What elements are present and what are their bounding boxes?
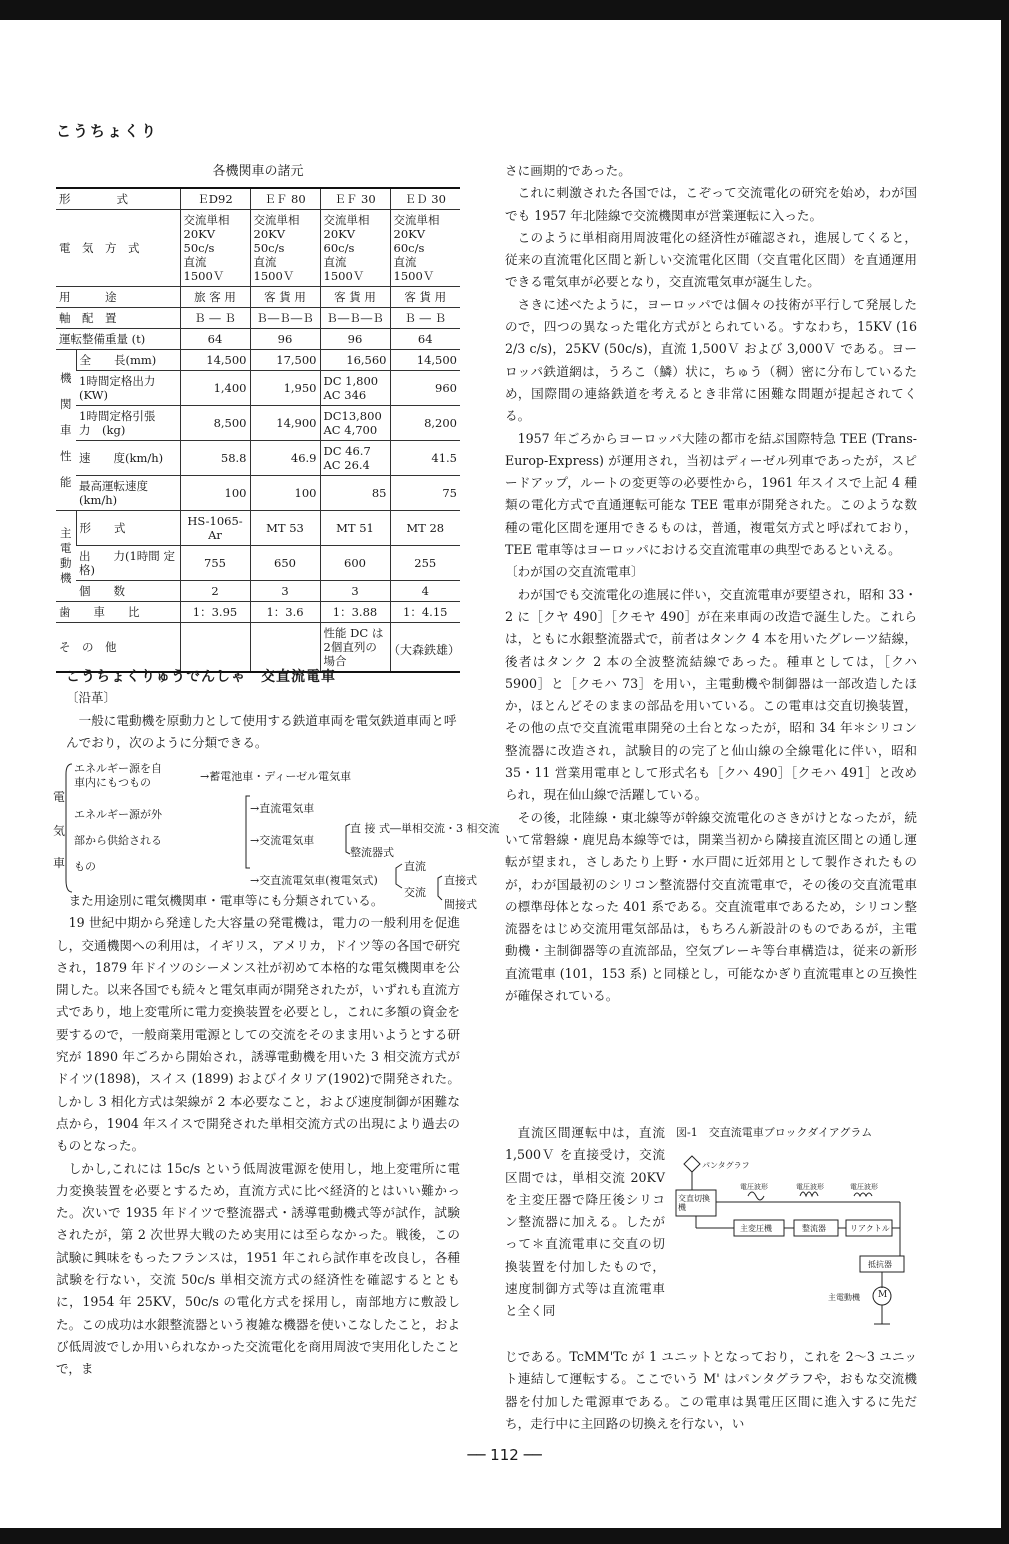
table-row	[56, 329, 460, 350]
cell: 交流単相 20KV 50c/s 直流 1500Ｖ	[180, 210, 250, 287]
cell: MT 53	[250, 511, 320, 546]
tree-node: 整流器式	[350, 846, 394, 859]
section-title: こうちょくりゅうでんしゃ 交直流電車	[66, 669, 336, 685]
row-label: 1時間定格出力 (KW)	[76, 371, 180, 406]
cell: 75	[390, 476, 460, 511]
tree-node: 間接式	[444, 898, 477, 911]
rectifier-label: 整流器	[802, 1224, 826, 1233]
cell: 客 貨 用	[390, 287, 460, 308]
cell: 1：3.88	[320, 602, 390, 623]
cell: 600	[320, 546, 390, 581]
tree-node: 直流	[404, 860, 426, 873]
wave-label: 電圧波形	[850, 1183, 878, 1191]
tree-node: →蓄電池車・ディーゼル電気車	[200, 770, 352, 783]
paragraph: しかし,これには 15c/s という低周波電源を使用し，地上変電所に電力変換装置を必要とするため，直流方式に比べ経済的とはいい難かった。次いで 1935 年ドイツで整流器式・誘導電動機式等が試作，試験されたが，第 2 次世界大戦のため実用には至らなかった。戦後，この試験に興味をもったフランスは，1951 年これら試作車を改良し，各種試験を行ない，交流 50c/s 単相交流方式の経済性を確認するとともに，1954 年 25KV，50c/s の電化方式を採用し，南部地方に敷設した。この成功は水銀整流器という複雑な機器を使いこなしたこと，および低周波でしか用いられなかった交流電化を商用周波で実用化したことで，ま	[56, 1160, 460, 1377]
tree-node: 直接式	[444, 874, 477, 887]
tree-side-char: 車	[53, 856, 66, 870]
row-label: 全 長(mm)	[76, 350, 180, 371]
motor-label: 主電動機	[828, 1293, 860, 1302]
figure-wrap-text	[505, 1122, 665, 1323]
table-row	[56, 581, 460, 602]
block-diagram-lines	[670, 1124, 920, 1344]
tree-node: もの	[74, 860, 96, 873]
cell: 255	[390, 546, 460, 581]
tree-side-char: 電	[53, 790, 66, 804]
tree-node: →直流電気車	[250, 802, 315, 815]
cell: Ｂ ― Ｂ	[180, 308, 250, 329]
table-header-cell: ＥD92	[180, 188, 250, 210]
row-label: 出 力(1時間 定 格)	[76, 546, 180, 581]
right-column-body	[505, 160, 917, 1007]
paragraph: また用途別に電気機関車・電車等にも分類されている。	[68, 893, 384, 908]
table-row	[56, 476, 460, 511]
cell: 96	[250, 329, 320, 350]
figure-caption: 図-1 交直流電車ブロックダイアグラム	[676, 1126, 873, 1139]
table-header-row	[56, 188, 460, 210]
table-row	[56, 511, 460, 546]
cell: 客 貨 用	[250, 287, 320, 308]
cell: 64	[390, 329, 460, 350]
cell: 1：3.6	[250, 602, 320, 623]
row-label: 1時間定格引張 力 (kg)	[76, 406, 180, 441]
paragraph: その後，北陸線・東北線等が幹線交流電化のさきがけとなったが，続いて常磐線・鹿児島本線等では，開業当初から隣接直流区間との通し運転が望まれ，さしあたり上野・水戸間に近郊用として製作されたものが，わが国最初のシリコン整流器付交直流電車で，その後の交直流電車の標準母体となった 401 系である。交直流電車であるため，シリコン整流器をはじめ交流用電気部品は，もちろん新設計のものであるが，主電動機・主制御器等の直流部品，空気ブレーキ等台車構造は，従来の新形直流電車 (101，153 系) と同様とし，可能なかぎり直流電車との互換性が確保されている。	[505, 809, 917, 1003]
tree-node: 車内にもつもの	[74, 776, 151, 789]
cell: 1：4.15	[390, 602, 460, 623]
table-header-cell: ＥＦ 30	[320, 188, 390, 210]
block-diagram	[670, 1124, 920, 1344]
cell: DC 1,800 AC 346	[320, 371, 390, 406]
motor-symbol: M	[878, 1290, 888, 1300]
row-label: 個 数	[76, 581, 180, 602]
row-label: そ の 他	[56, 623, 180, 673]
pantograph-label: パンタグラフ	[702, 1161, 750, 1170]
wave-label: 電圧波形	[740, 1183, 768, 1191]
table-row	[56, 287, 460, 308]
paragraph: さに画期的であった。	[505, 163, 631, 178]
row-label: 運転整備重量 (t)	[56, 329, 180, 350]
cell: 1：3.95	[180, 602, 250, 623]
cell: 41.5	[390, 441, 460, 476]
cell: 64	[180, 329, 250, 350]
cell: 客 貨 用	[320, 287, 390, 308]
table-header-cell: ＥＤ 30	[390, 188, 460, 210]
table-row	[56, 210, 460, 287]
table-header-cell: ＥＦ 80	[250, 188, 320, 210]
spec-table	[56, 187, 460, 673]
row-label: 用 途	[56, 287, 180, 308]
transformer-label: 主変圧機	[740, 1224, 772, 1233]
paragraph: 直流区間運転中は，直流 1,500Ｖ を直接受け，交流区間では，単相交流 20KV を主変圧器で降圧後シリコン整流器に加える。したがって＊直流電車に交直の切換装置を付加したもので，速度制御方式等は直流電車と全く同	[505, 1125, 665, 1319]
cell: 16,560	[320, 350, 390, 371]
paragraph: さきに述べたように，ヨーロッパでは個々の技術が平行して発展したので，四つの異なった電化方式がとられている。すなわち，15KV (16 2/3 c/s)，25KV (50c/s)，直流 1,500Ｖ および 3,000Ｖ である。ヨーロッパ鉄道網は，うろこ（鱗）状に，ちゅう（稠）密に分布しているため，国際間の連絡鉄道を考えるとき非常に困難な問題が提起されてくる。	[505, 296, 917, 424]
table-row	[56, 350, 460, 371]
wave-label: 電圧波形	[796, 1183, 824, 1191]
cell: 3	[320, 581, 390, 602]
switch-label: 交直切換機	[678, 1194, 710, 1212]
table-row	[56, 602, 460, 623]
cell: 8,200	[390, 406, 460, 441]
cell: 性能 DC は 2個直列の 場合	[320, 623, 390, 673]
bottom-border	[0, 1528, 1009, 1544]
table-row	[56, 546, 460, 581]
cell: 1,950	[250, 371, 320, 406]
cell: Ｂ ― Ｂ	[390, 308, 460, 329]
row-label: 形 式	[76, 511, 180, 546]
cell: HS-1065-Ar	[180, 511, 250, 546]
cell: 4	[390, 581, 460, 602]
cell: DC 46.7 AC 26.4	[320, 441, 390, 476]
right-border	[1001, 0, 1009, 1544]
cell: 650	[250, 546, 320, 581]
cell: 旅 客 用	[180, 287, 250, 308]
cell: Ｂ―Ｂ―Ｂ	[320, 308, 390, 329]
cell: 100	[250, 476, 320, 511]
cell: MT 28	[390, 511, 460, 546]
continuation-text: じである。TcMM'Tc が 1 ユニットとなっており，これを 2～3 ユニット連結して運転する。ここでいう M' はパンタグラフや，おもな交流機器を付加した電源車である。この電車は異電圧区間に進入するに先だち，走行中に主回路の切換えを行ない，い	[505, 1349, 917, 1431]
reactor-label: リアクトル	[850, 1224, 890, 1233]
intro-text: 一般に電動機を原動力として使用する鉄道車両を電気鉄道車両と呼んでおり，次のように分類できる。	[66, 713, 457, 751]
cell: 交流単相 20KV 60c/s 直流 1500Ｖ	[320, 210, 390, 287]
subsection-heading: 〔わが国の交直流電車〕	[505, 564, 644, 580]
paragraph: 19 世紀中期から発達した大容量の発電機は，電力の一般利用を促進し，交通機関への利用は，イギリス，アメリカ，ドイツ等の各国で研究され，1879 年ドイツのシーメンス社が初めて本格的な電気機関車を公開した。以来各国でも続々と電気車両が開発されたが，いずれも直流方式であり，地上変電所に電力変換装置を必要とし，これに多額の資金を要するので，一般商業用電源としての交流をそのまま用いようとする研究が 1890 年ごろから開始され，誘導電動機を用いた 3 相交流方式がドイツ(1898)，スイス (1899) およびイタリア(1902)で開発された。しかし 3 相化方式は架線が 2 本必要なこと，および速度制御が困難な点から，1904 年スイスで開発された単相交流方式の出現により過去のものとなった。	[56, 915, 460, 1154]
page-number: ── 112 ──	[467, 1446, 542, 1464]
cell: 755	[180, 546, 250, 581]
intro-paragraph	[66, 710, 460, 755]
table-attribution: （大森鉄雄）	[387, 643, 460, 657]
tree-node: エネルギー源が外	[74, 808, 162, 821]
tree-node: →交直流電気車(複電気式)	[250, 874, 378, 887]
row-label: 電 気 方 式	[56, 210, 180, 287]
paragraph: これに刺激された各国では，こぞって交流電化の研究を始め，わが国でも 1957 年北陸線で交流機関車が営業運転に入った。	[505, 185, 917, 223]
cell: 3	[250, 581, 320, 602]
paragraph: 1957 年ごろからヨーロッパ大陸の都市を結ぶ国際特急 TEE (Trans-Europ-Express) が運用され，当初はディーゼル列車であったが，スピードアップ，ルートの変更等の必要性から，1961 年スイスで上記 4 種類の電化方式で直通運転可能な TEE 電車が開発された。このような数種の電化区間を運用できるものは，普通，複電気方式と呼ばれており，TEE 電車等はヨーロッパにおける交直流電車の典型であるといえる。	[505, 430, 917, 558]
section-subhead: 〔沿革〕	[66, 690, 117, 705]
cell: 96	[320, 329, 390, 350]
cell: DC13,800 AC 4,700	[320, 406, 390, 441]
table-header-cell: 形 式	[56, 188, 180, 210]
top-border	[0, 0, 1009, 20]
cell: 交流単相 20KV 50c/s 直流 1500Ｖ	[250, 210, 320, 287]
row-group-label: 主電動機	[56, 511, 76, 602]
paragraph: このように単相商用周波電化の経済性が確認され，進展してくると，従来の直流電化区間と新しい交流電化区間（交直電化区間）を直通運用できる電気車が必要となり，交直流電気車が誕生した。	[505, 229, 917, 290]
tree-node: 直 接 式―単相交流・3 相交流	[350, 822, 500, 835]
tree-node: エネルギー源を自	[74, 762, 162, 775]
cell: 8,500	[180, 406, 250, 441]
resistor-label: 抵抗器	[868, 1260, 892, 1269]
tree-node: 交流	[404, 886, 426, 899]
tree-node: 部から供給される	[74, 834, 162, 847]
cell: 46.9	[250, 441, 320, 476]
table-row	[56, 441, 460, 476]
row-group-label: 機関車性能	[56, 350, 76, 511]
cell: 14,900	[250, 406, 320, 441]
cell: 17,500	[250, 350, 320, 371]
cell: 1,400	[180, 371, 250, 406]
cell: 58.8	[180, 441, 250, 476]
cell: MT 51	[320, 511, 390, 546]
row-label: 軸 配 置	[56, 308, 180, 329]
cell: 85	[320, 476, 390, 511]
cell: 960	[390, 371, 460, 406]
cell: 100	[180, 476, 250, 511]
row-label: 歯 車 比	[56, 602, 180, 623]
running-header: こうちょくり	[56, 122, 159, 140]
cell: 2	[180, 581, 250, 602]
cell: Ｂ―Ｂ―Ｂ	[250, 308, 320, 329]
left-column-body	[56, 890, 460, 1381]
table-title: 各機関車の諸元	[212, 164, 304, 179]
classification-tree	[50, 760, 500, 911]
cell: 交流単相 20KV 60c/s 直流 1500Ｖ	[390, 210, 460, 287]
cell: 14,500	[180, 350, 250, 371]
table-row	[56, 308, 460, 329]
tree-node: →交流電気車	[250, 834, 315, 847]
row-label: 最高運転速度 (km/h)	[76, 476, 180, 511]
table-row	[56, 371, 460, 406]
row-label: 速 度(km/h)	[76, 441, 180, 476]
cell: 14,500	[390, 350, 460, 371]
paragraph: わが国でも交流電化の進展に伴い，交直流電車が要望され，昭和 33・2 に［クヤ 490］［クモヤ 490］が在来車両の改造で誕生した。これらは，ともに水銀整流器式で，前者はタンク 4 本を用いたグレーツ結線，後者はタンク 2 本の全波整流結線であった。種車としては，［クハ 5900］と［クモハ 73］を用い，主電動機や制御器は一部改造したほか，ほとんどそのままの部品を用いている。この電車は交直切換装置，その他の点で交直流電車開発の土台となったが，昭和 34 年＊シリコン整流器に改造され，試験目的の完了と仙山線の全線電化に伴い，昭和 35・11 営業用電車として形式名も［クハ 490］［クモハ 491］と改められ，現在仙山線で活躍している。	[505, 586, 917, 803]
tree-side-char: 気	[53, 824, 66, 838]
table-row	[56, 406, 460, 441]
